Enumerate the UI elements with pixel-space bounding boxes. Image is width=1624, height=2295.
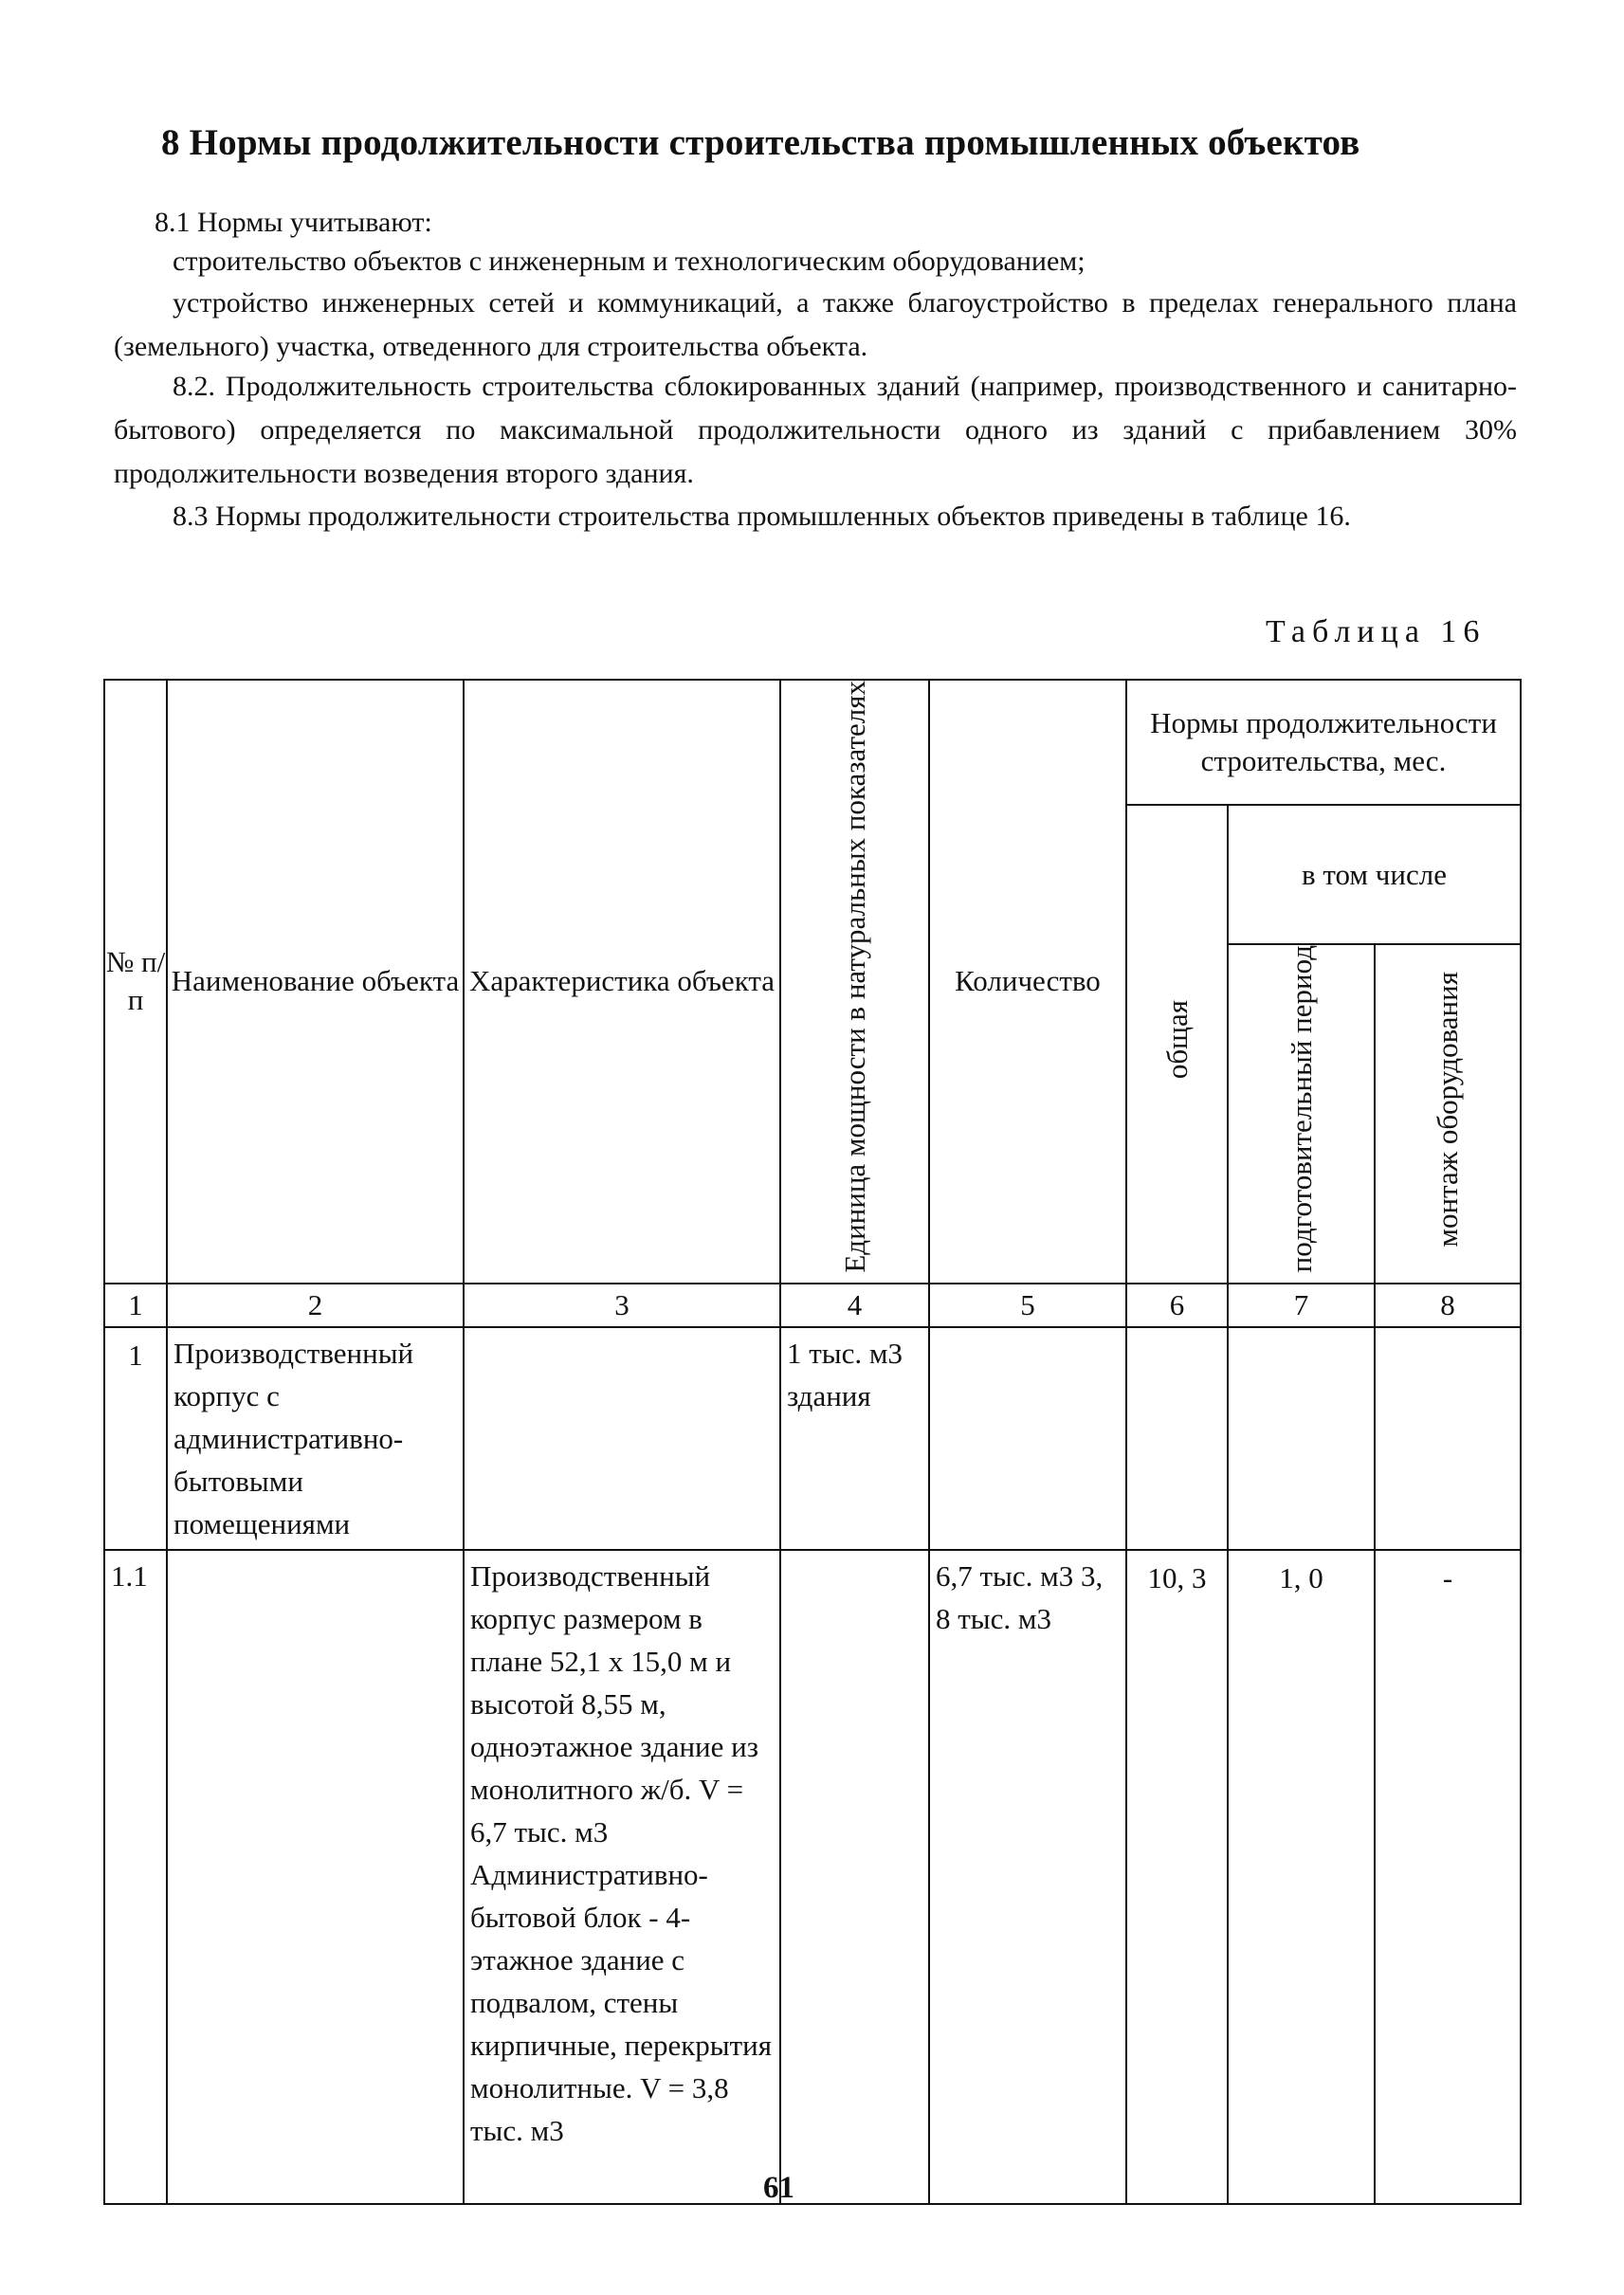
header-equipment-install-cell [1375,944,1521,1283]
row-object-name: Производственный корпус с административно-бытовыми помещениями [167,1327,464,1550]
paragraph-8-3: 8.3 Нормы продолжительности строительства промышленных объектов приведены в таблице 16. [173,501,1351,532]
norms-table [103,679,1522,2205]
header-number: № п/п [104,680,167,1284]
table-row [104,1327,1521,1550]
column-numbers-row [104,1284,1521,1327]
row-total-duration: 10, 3 [1126,1550,1228,2204]
column-number: 1 [104,1284,167,1327]
row-quantity [929,1327,1126,1550]
header-row-1 [104,680,1521,805]
column-number: 3 [464,1284,780,1327]
row-total-duration [1126,1327,1228,1550]
header-total-cell [1126,805,1228,1284]
column-number: 5 [929,1284,1126,1327]
row-unit [780,1550,929,2204]
column-number: 4 [780,1284,929,1327]
header-norms-group: Нормы продолжительности строительства, мес. [1126,680,1521,805]
row-number: 1 [104,1327,167,1550]
column-number: 2 [167,1284,464,1327]
header-capacity-unit-cell [780,680,929,1284]
column-number: 7 [1228,1284,1375,1327]
header-including: в том числе [1228,805,1521,944]
column-number: 6 [1126,1284,1228,1327]
row-unit: 1 тыс. м3 здания [780,1327,929,1550]
paragraph-8-1-item-2: устройство инженерных сетей и коммуникаций, а также благоустройство в пределах генерального плана (земельного) участка, отведенного для строительства объекта. [114,287,1517,362]
row-number: 1.1 [104,1550,167,2204]
header-object-name: Наименование объекта [167,680,464,1284]
header-object-characteristic: Характеристика объекта [464,680,780,1284]
paragraph-8-1-item-1: строительство объектов с инженерным и технологическим оборудованием; [173,246,1086,277]
header-prep-period: подготовительный период [1284,945,1318,1273]
page-number: 61 [763,2171,794,2205]
row-equipment-install [1375,1327,1521,1550]
header-equipment-install: монтаж оборудования [1431,971,1464,1248]
paragraph-8-2: 8.2. Продолжительность строительства сблокированных зданий (например, производственного и санитарно-бытового) определяется по максимальной продолжительности одного из зданий с прибавлением 30% продолжительности возведения второго здания. [114,371,1517,489]
paragraph-8-1-label: 8.1 Нормы учитывают: [155,207,432,238]
row-characteristic: Производственный корпус размером в плане 52,1 х 15,0 м и высотой 8,55 м, одноэтажное здание из монолитного ж/б. V = 6,7 тыс. м3 Административно-бытовой блок - 4-этажное здание с подвалом, стены кирпичные, перекрытия монолитные. V = 3,8 тыс. м3 [464,1550,780,2204]
row-equipment-install: - [1375,1550,1521,2204]
header-capacity-unit: Единица мощности в натуральных показателях [837,681,871,1273]
header-total: общая [1159,999,1194,1079]
row-prep-period: 1, 0 [1228,1550,1375,2204]
row-prep-period [1228,1327,1375,1550]
row-quantity: 6,7 тыс. м3 3, 8 тыс. м3 [929,1550,1126,2204]
header-quantity: Количество [929,680,1126,1284]
table-caption: Таблица 16 [1266,614,1487,649]
table-row [104,1550,1521,2204]
section-heading: 8 Нормы продолжительности строительства промышленных объектов [161,122,1360,163]
row-characteristic [464,1327,780,1550]
row-object-name [167,1550,464,2204]
column-number: 8 [1375,1284,1521,1327]
header-prep-period-cell [1228,944,1375,1283]
